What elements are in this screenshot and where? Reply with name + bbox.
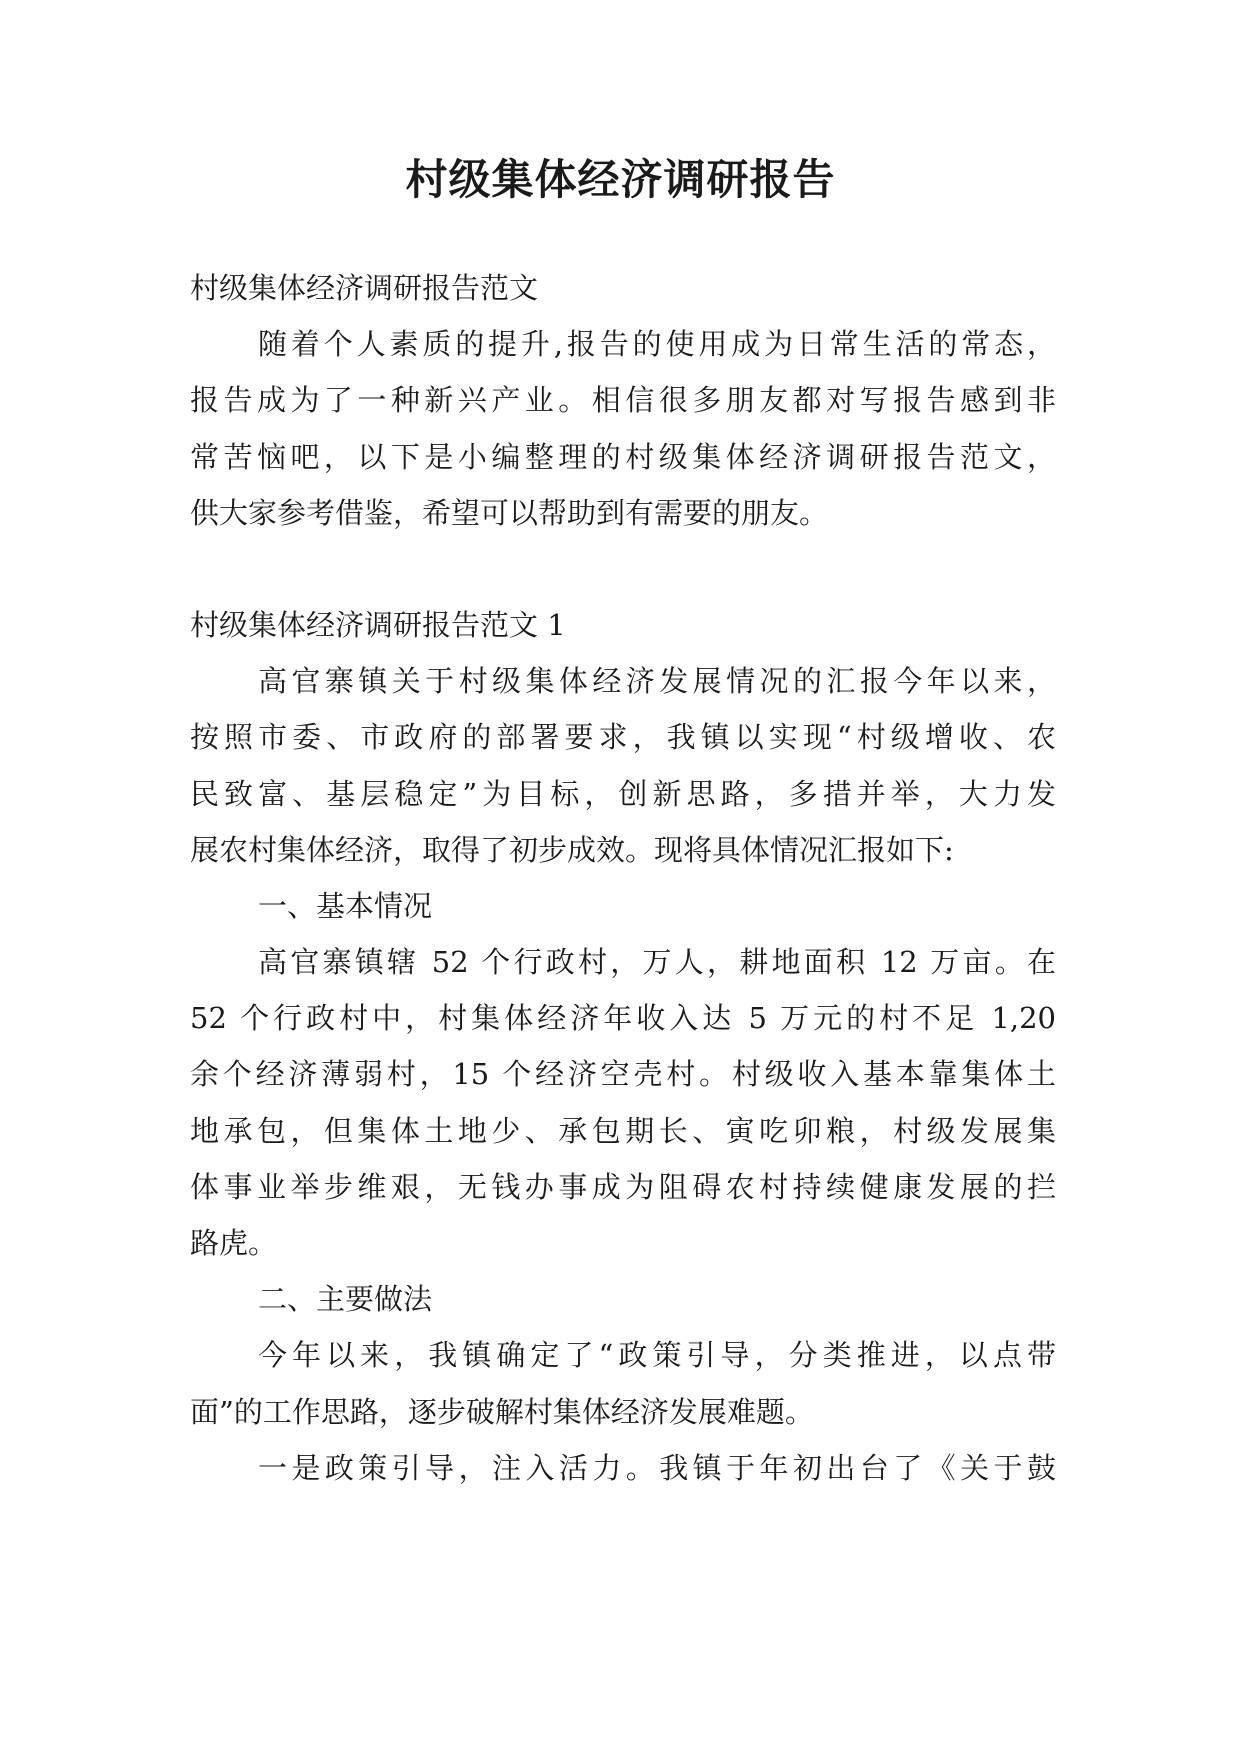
paragraph-line: 面”的工作思路，逐步破解村集体经济发展难题。 [190,1394,814,1429]
paragraph-line: 今年以来，我镇确定了“政策引导，分类推进，以点带 [258,1338,1056,1373]
paragraph-line: 体事业举步维艰，无钱办事成为阻碍农村持续健康发展的拦 [190,1169,1056,1204]
paragraph-line: 民致富、基层稳定”为目标，创新思路，多措并举，大力发 [190,776,1056,811]
paragraph-line: 报告成为了一种新兴产业。相信很多朋友都对写报告感到非 [190,383,1056,418]
section-heading: 村级集体经济调研报告范文 1 [190,607,566,642]
paragraph-gap [190,541,1056,597]
paragraph-line: 按照市委、市政府的部署要求，我镇以实现“村级增收、农 [190,720,1056,755]
paragraph-line: 地承包，但集体土地少、承包期长、寅吃卯粮，村级发展集 [190,1113,1056,1148]
paragraph-line: 高官寨镇关于村级集体经济发展情况的汇报今年以来， [258,664,1056,699]
section-heading: 村级集体经济调研报告范文 [190,271,539,305]
subsection-heading: 一、基本情况 [258,888,433,923]
paragraph-line: 供大家参考借鉴，希望可以帮助到有需要的朋友。 [190,495,829,530]
document-body [190,260,1056,1496]
subsection-heading: 二、主要做法 [258,1282,433,1317]
paragraph-line: 高官寨镇辖 52 个行政村，万人，耕地面积 12 万亩。在 [258,945,1056,980]
paragraph-line: 展农村集体经济，取得了初步成效。现将具体情况汇报如下: [190,832,954,867]
paragraph-line: 52 个行政村中，村集体经济年收入达 5 万元的村不足 1,20 [190,1001,1056,1036]
paragraph-line: 余个经济薄弱村，15 个经济空壳村。村级收入基本靠集体土 [190,1057,1056,1092]
paragraph-line: 路虎。 [190,1226,278,1260]
paragraph-line: 常苦恼吧，以下是小编整理的村级集体经济调研报告范文， [190,439,1056,474]
paragraph-line: 一是政策引导，注入活力。我镇于年初出台了《关于鼓 [258,1450,1056,1485]
paragraph-line: 随着个人素质的提升,报告的使用成为日常生活的常态， [258,327,1056,362]
document-title: 村级集体经济调研报告 [405,155,836,204]
